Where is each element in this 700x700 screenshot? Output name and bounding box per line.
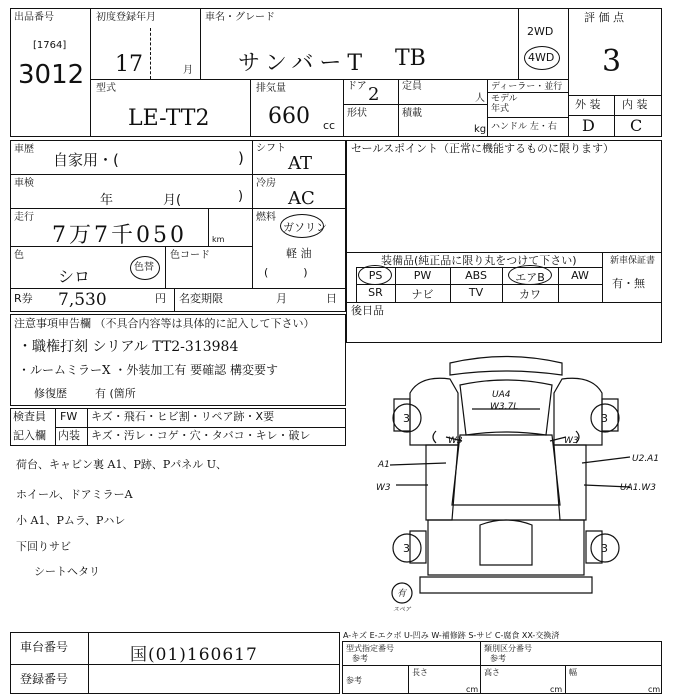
after-label: 後日品 [351, 304, 384, 317]
history-label: 車歴 [14, 144, 34, 155]
chassis-label: 車台番号 [20, 640, 69, 654]
airbag-circle [508, 265, 552, 285]
remark-5: シートヘタリ [34, 565, 100, 578]
wheel-score-rl: 3 [403, 542, 410, 555]
chassis-number: 国(01)160617 [130, 645, 258, 665]
mileage-value: 7万7千050 [52, 223, 187, 248]
remark-1: 荷台、キャビン裏 A1、P跡、Pパネル U、 [16, 458, 228, 471]
handle-label: ハンドル 左・右 [491, 122, 557, 132]
deadline-month: 月 [276, 292, 287, 305]
doors: 2 [368, 84, 380, 105]
ac-label: 冷房 [256, 178, 276, 189]
score-label: 評 価 点 [584, 11, 624, 24]
repair-value: 有 (箇所 [95, 387, 136, 400]
model-label: 型式 [96, 83, 116, 94]
deadline-label: 名変期限 [179, 292, 223, 305]
sales-point-label: セールスポイント（正常に機能するものに限ります） [351, 142, 615, 155]
car-body-diagram [350, 345, 662, 620]
load-label: 積載 [402, 108, 422, 119]
history-value: 自家用・( [53, 151, 119, 169]
history-close: ) [238, 149, 244, 167]
score: 3 [602, 44, 622, 79]
equip-tv: TV [468, 286, 484, 299]
diag-note-left1: A1 [378, 460, 390, 470]
ac-value: AC [288, 188, 315, 209]
km-unit: km [212, 235, 225, 244]
wheel-score-fl: 3 [403, 412, 410, 425]
shaken-close: ) [238, 189, 244, 204]
diag-note-top1: UA4 [492, 390, 511, 400]
ps-circle [358, 265, 392, 285]
damage-legend: A-キズ E-エクボ U-凹み W-補修跡 S-サビ C-腐食 XX-交換済 [343, 631, 560, 640]
grade: TB [395, 46, 426, 71]
dealer-label: ディーラー・並行 [491, 82, 563, 92]
equip-leather: カワ [519, 288, 541, 301]
diag-note-front1: W3 [448, 436, 463, 446]
fw-text: キズ・飛石・ヒビ割・リペア跡・X要 [91, 410, 275, 423]
reg-year: 17 [115, 52, 143, 77]
model-year-label: モデル 年式 [491, 94, 518, 114]
interior-inspect-label: 内装 [58, 429, 80, 442]
reg-number-label: 登録番号 [20, 672, 69, 686]
height-label: 高さ [484, 668, 500, 677]
yen-unit: 円 [155, 292, 166, 305]
category-label: 類別区分番号 [484, 644, 532, 653]
remark-3: 小 A1、Pムラ、Pハレ [16, 514, 126, 527]
equip-sr: SR [368, 286, 383, 299]
model: LE-TT2 [128, 106, 210, 131]
diag-note-right1: U2.A1 [632, 454, 660, 464]
color-label: 色 [14, 250, 24, 261]
remark-2: ホイール、ドアミラーA [16, 488, 133, 501]
fuel-paren: ( ) [264, 266, 308, 279]
kg-unit: kg [474, 124, 487, 135]
diag-note-left2: W3 [376, 483, 391, 493]
shift-label: シフト [256, 143, 286, 154]
equip-aw: AW [571, 269, 589, 282]
color-change: 色替 [134, 262, 154, 273]
shaken-year: 年 [100, 193, 114, 208]
ref-label-1: 参考 [346, 676, 362, 685]
reg-label: 初度登録年月 [96, 12, 156, 23]
wheel-score-fr: 3 [601, 412, 608, 425]
shift-value: AT [288, 153, 313, 174]
equip-ps: PS [368, 269, 383, 282]
recycle-label: R券 [14, 292, 33, 305]
repair-label: 修復歴 [34, 387, 67, 400]
drive-4wd: 4WD [528, 51, 555, 64]
recycle-value: 7,530 [58, 290, 107, 310]
fuel-diesel: 軽 油 [286, 247, 312, 260]
reg-month-unit: 月 [183, 65, 193, 76]
fuel-gas: ガソリン [283, 221, 327, 234]
shaken-label: 車検 [14, 178, 34, 189]
warranty-value: 有・無 [612, 277, 645, 290]
car-name: サンバーT [238, 51, 369, 76]
exterior-grade: D [582, 116, 595, 135]
right-info-grid [346, 140, 662, 343]
notes-line1: ・職権打刻 シリアル TT2-313984 [18, 339, 239, 355]
color-value: シロ [58, 267, 91, 286]
exterior-label: 外 装 [575, 98, 601, 111]
diag-note-top2: W3.7L [490, 402, 519, 412]
interior-inspect-text: キズ・汚レ・コゲ・穴・タバコ・キレ・破レ [91, 429, 311, 442]
color-code-label: 色コード [170, 250, 210, 261]
capacity-label: 定員 [402, 81, 422, 92]
notes-label: 注意事項申告欄 （不具合内容等は具体的に記入して下さい） [14, 317, 315, 330]
height-cm: cm [550, 685, 563, 694]
equip-navi: ナビ [411, 288, 434, 301]
lot-number: 3012 [18, 60, 85, 90]
wheel-score-rr: 3 [601, 542, 608, 555]
diag-note-right2: UA1.W3 [620, 483, 656, 493]
equip-pw: PW [413, 269, 432, 282]
drive-2wd: 2WD [527, 25, 554, 38]
fuel-label: 燃料 [256, 212, 276, 223]
spare-sub: スペア [393, 606, 412, 613]
notes-line2: ・ルームミラーX ・外装加工有 要確認 構変要す [18, 363, 278, 377]
spare-mark: 有 [397, 589, 407, 599]
cc-unit: cc [323, 119, 336, 132]
shape-label: 形状 [347, 108, 367, 119]
warranty-label: 新車保証書 [610, 256, 656, 266]
inspector-label2: 記入欄 [13, 429, 46, 442]
category-ref: 参考 [490, 654, 506, 663]
remark-4: 下回りサビ [16, 540, 71, 553]
fw-label: FW [60, 410, 78, 423]
diag-note-front2: W3 [564, 436, 579, 446]
lot-small: [1764] [33, 40, 67, 51]
width-cm: cm [648, 685, 661, 694]
displacement-label: 排気量 [256, 83, 286, 94]
deadline-day: 日 [326, 292, 337, 305]
capacity-unit: 人 [475, 93, 485, 104]
equip-airbag: エアB [515, 271, 545, 284]
displacement: 660 [268, 104, 310, 129]
shaken-month: 月( [163, 193, 182, 208]
width-label: 幅 [569, 668, 577, 677]
equipment-label: 装備品(純正品に限り丸をつけて下さい) [381, 254, 577, 267]
length-cm: cm [466, 685, 479, 694]
lot-label: 出品番号 [14, 12, 54, 23]
form-fixed-label: 型式指定番号 [346, 644, 394, 653]
equip-abs: ABS [465, 269, 487, 282]
form-fixed-ref: 参考 [352, 654, 368, 663]
doors-label: ドア [347, 81, 367, 92]
name-label: 車名・グレード [205, 12, 275, 23]
interior-label: 内 装 [622, 98, 648, 111]
mileage-label: 走行 [14, 212, 34, 223]
inspector-label1: 検査員 [13, 410, 46, 423]
interior-grade: C [630, 116, 643, 135]
length-label: 長さ [412, 668, 428, 677]
